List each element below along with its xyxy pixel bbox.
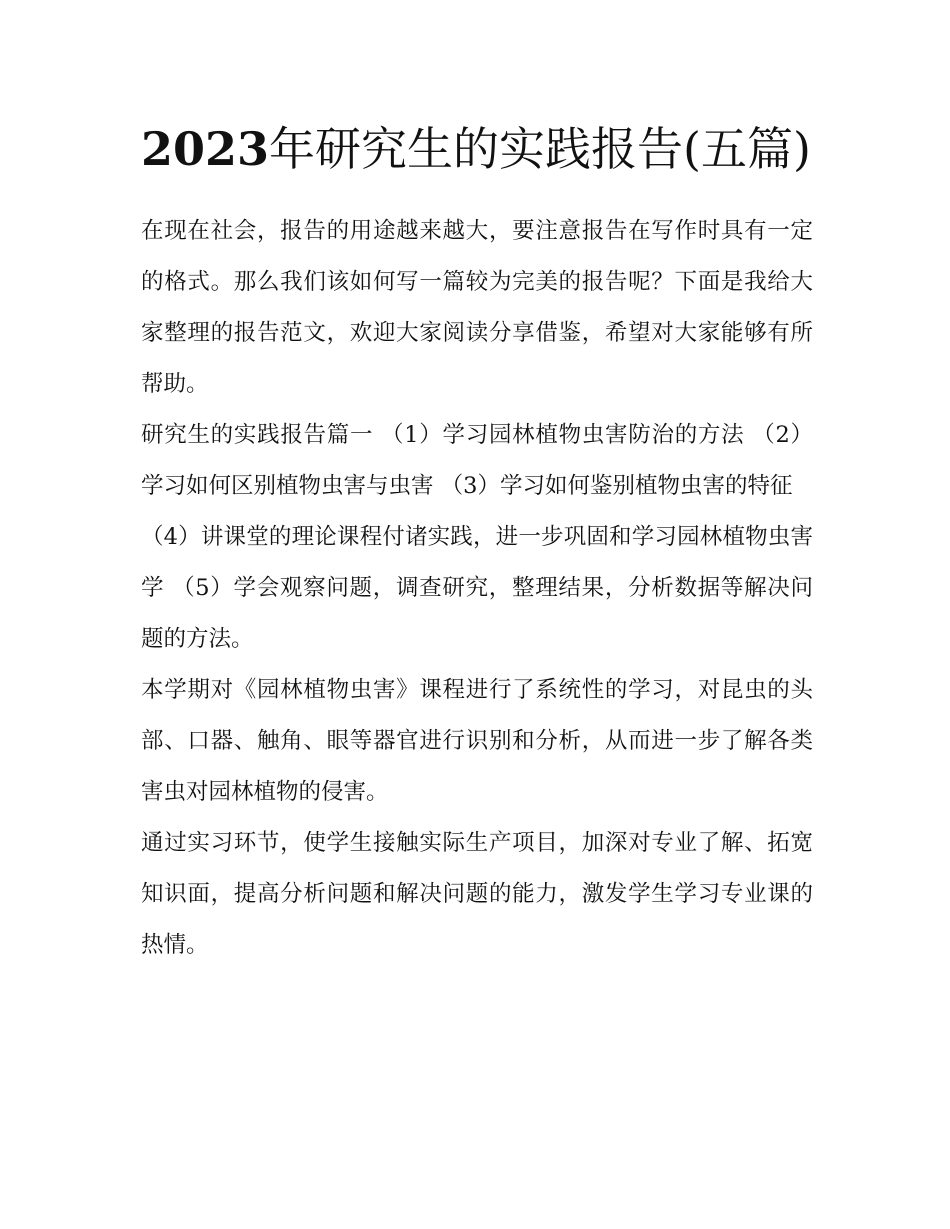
title-text: 年研究生的实践报告(五篇) (269, 122, 811, 176)
title-year: 2023 (141, 122, 270, 176)
document-title (141, 112, 813, 186)
document-page (141, 112, 813, 971)
goals-paragraph-2: （4）讲课堂的理论课程付诸实践，进一步巩固和学习园林植物虫害学 （5）学会观察问题，调查研究，整理结果，分析数据等解决问题的方法。 (141, 524, 813, 652)
document-body (141, 206, 813, 971)
internship-paragraph: 通过实习环节，使学生接触实际生产项目，加深对专业了解、拓宽知识面，提高分析问题和解决问题的能力，激发学生学习专业课的热情。 (141, 830, 813, 958)
goals-paragraph-1: 研究生的实践报告篇一 （1）学习园林植物虫害防治的方法 （2）学习如何区别植物虫害与虫害 （3）学习如何鉴别植物虫害的特征 (141, 422, 813, 499)
study-paragraph: 本学期对《园林植物虫害》课程进行了系统性的学习，对昆虫的头部、口器、触角、眼等器官进行识别和分析，从而进一步了解各类害虫对园林植物的侵害。 (141, 677, 813, 805)
intro-paragraph: 在现在社会，报告的用途越来越大，要注意报告在写作时具有一定的格式。那么我们该如何写一篇较为完美的报告呢？下面是我给大家整理的报告范文，欢迎大家阅读分享借鉴，希望对大家能够有所帮助。 (141, 218, 813, 397)
